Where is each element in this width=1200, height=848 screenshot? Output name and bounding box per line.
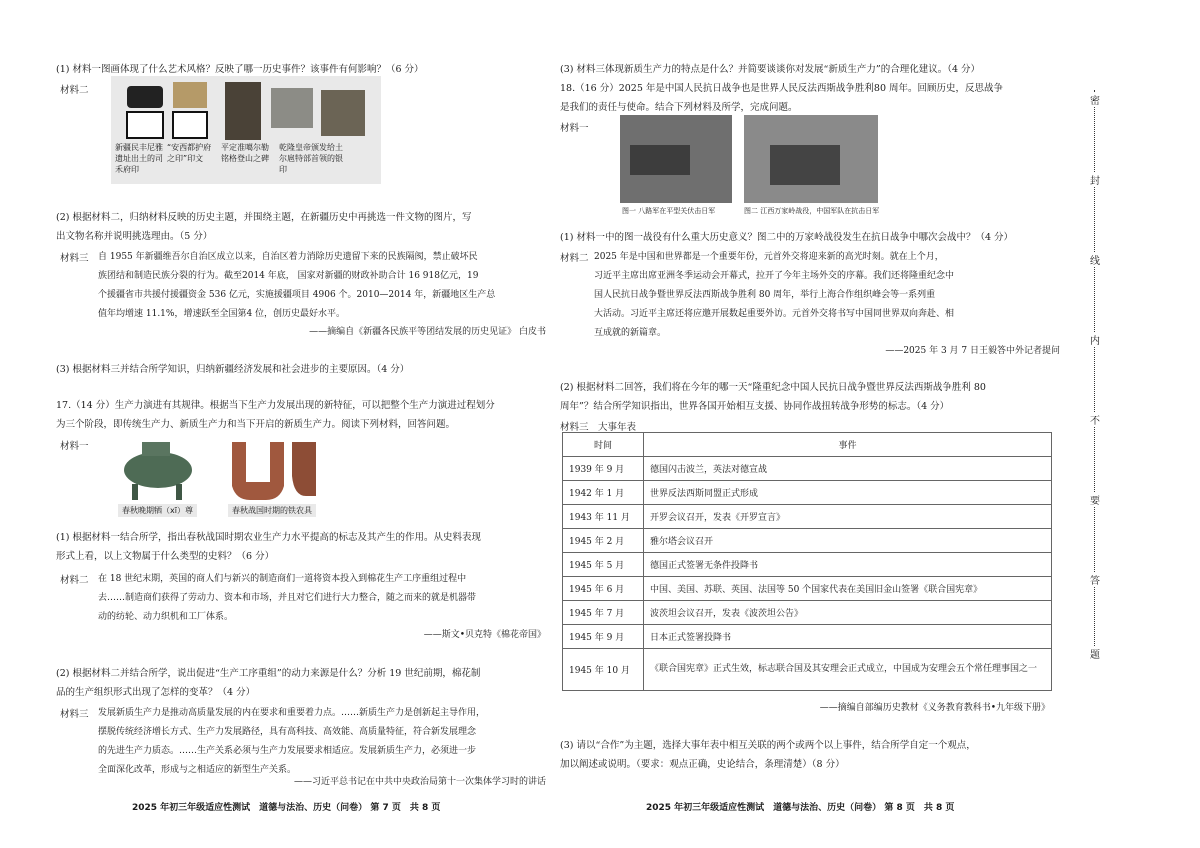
binding-char: 封	[1088, 172, 1102, 187]
caption-3: 平定准噶尔勒铭格登山之碑	[221, 143, 269, 163]
material-3-line-3: 个援疆省市共援付援疆资金 536 亿元，实施援疆项目 4906 个。2010—2014 年，新疆地区生产总	[98, 290, 496, 300]
table-row	[563, 649, 1052, 691]
material-18-2-line-4: 大活动。习近平主席还将应邀开展数起重要外访。元首外交将书写中国同世界双向奔赴、相	[594, 309, 955, 319]
row-event: 德国正式签署无条件投降书	[644, 553, 1052, 577]
material-2-label: 材料二	[60, 85, 89, 96]
row-time: 1945 年 6 月	[563, 577, 644, 601]
material-17-2-line-2: 去……制造商们获得了劳动力、资本和市场，并且对它们进行大力整合，随之而来的就是机器带	[98, 593, 477, 603]
material-18-2-line-3: 国人民抗日战争暨世界反法西斯战争胜利 80 周年，举行上海合作组织峰会等一系列重	[594, 290, 936, 300]
row-time: 1942 年 1 月	[563, 481, 644, 505]
question-17-1-line-2: 形式上看，以上文物属于什么类型的史料？（6 分）	[56, 551, 275, 562]
caption-1: 新疆民丰尼雅遗址出土的司禾府印	[115, 143, 163, 174]
material-18-3-label: 材料三 大事年表	[560, 422, 637, 433]
row-event: 《联合国宪章》正式生效，标志联合国及其安理会正式成立，中国成为安理会五个常任理事国之一	[644, 649, 1052, 691]
material-18-2-source: ——2025 年 3 月 7 日王毅答中外记者提问	[885, 346, 1060, 356]
question-18-3-line-1: (3) 请以“合作”为主题，选择大事年表中相互关联的两个或两个以上事件，结合所学自定一个观点，	[560, 740, 976, 751]
row-time: 1945 年 5 月	[563, 553, 644, 577]
material-17-3-line-1: 发展新质生产力是推动高质量发展的内在要求和重要着力点。……新质生产力是创新起主导作用，	[98, 708, 486, 718]
row-time: 1945 年 2 月	[563, 529, 644, 553]
binding-line	[1088, 90, 1102, 660]
material-18-2-line-5: 互成就的新篇章。	[594, 328, 667, 338]
row-time: 1945 年 10 月	[563, 649, 644, 691]
table-header-row	[563, 433, 1052, 457]
row-event: 德国闪击波兰，英法对德宣战	[644, 457, 1052, 481]
material-3-line-4: 值年均增速 11.1%，增速跃至全国第4 位，创历史最好水平。	[98, 309, 346, 319]
war-photos	[620, 115, 878, 219]
question-16-2-line-2: 出文物名称并说明挑选理由。（5 分）	[56, 231, 213, 242]
question-18-intro-line-1: 18.（16 分）2025 年是中国人民抗日战争也是世界人民反法西斯战争胜利80 周年。回顾历史，反思战争	[560, 83, 1004, 94]
question-16-2-line-1: (2) 根据材料二，归纳材料反映的历史主题，并围绕主题，在新疆历史中再挑选一件文物的图片，写	[56, 212, 472, 223]
material-3-source: ——摘编自《新疆各民族平等团结发展的历史见证》 白皮书	[309, 327, 546, 337]
binding-char: 要	[1088, 492, 1102, 507]
question-17-3: (3) 材料三体现新质生产力的特点是什么？并简要谈谈你对发展“新质生产力”的合理化建议。（4 分）	[560, 64, 981, 75]
question-18-3-line-2: 加以阐述或说明。（要求：观点正确，史论结合，条理清楚）（8 分）	[560, 759, 845, 770]
material-17-3-line-3: 的先进生产力质态。……生产关系必须与生产力发展要求相适应。发展新质生产力，必须进一步	[98, 746, 477, 756]
binding-char: 线	[1088, 252, 1102, 267]
bronze-and-iron-tools-photo	[116, 436, 320, 502]
material-1-image	[112, 436, 324, 520]
material-18-2-line-2: 习近平主席出席亚洲冬季运动会开幕式，拉开了今年主场外交的序幕。我们还将隆重纪念中	[594, 271, 955, 281]
material-18-2-line-1: 2025 年是中国和世界都是一个重要年份，元首外交将迎来新的高光时刻。就在上个月，	[594, 252, 944, 262]
question-17-2-line-1: (2) 根据材料二并结合所学，说出促进“生产工序重组”的动力来源是什么？分析 19 世纪前期，棉花制	[56, 668, 481, 679]
row-event: 日本正式签署投降书	[644, 625, 1052, 649]
caption-iron-tools: 春秋战国时期的铁农具	[228, 504, 316, 517]
caption-figure-2: 图二 江西万家岭战役，中国军队在抗击日军	[744, 207, 880, 215]
binding-char: 题	[1088, 646, 1102, 661]
question-18-2-line-1: (2) 根据材料二回答，我们将在今年的哪一天“隆重纪念中国人民抗日战争暨世界反法西斯战争胜利 80	[560, 382, 986, 393]
page-7-footer: 2025 年初三年级适应性测试 道德与法治、历史（问卷） 第 7 页 共 8 页	[132, 803, 441, 813]
caption-4: 乾隆皇帝颁发给土尔扈特部首领的银印	[279, 143, 343, 174]
battle-photos	[620, 115, 878, 205]
row-event: 中国、美国、苏联、英国、法国等 50 个国家代表在美国旧金山签署《联合国宪章》	[644, 577, 1052, 601]
row-event: 世界反法西斯同盟正式形成	[644, 481, 1052, 505]
page-8-footer: 2025 年初三年级适应性测试 道德与法治、历史（问卷） 第 8 页 共 8 页	[646, 803, 955, 813]
material-3-label: 材料三	[60, 253, 89, 264]
caption-2: “安西都护府之印”印文	[167, 143, 212, 163]
question-18-1: (1) 材料一中的图一战役有什么重大历史意义？图二中的万家岭战役发生在抗日战争中哪次会战中？（4 分）	[560, 232, 1014, 243]
question-16-3: (3) 根据材料三并结合所学知识，归纳新疆经济发展和社会进步的主要原因。（4 分）	[56, 364, 410, 375]
row-time: 1943 年 11 月	[563, 505, 644, 529]
question-18-2-line-2: 周年”？结合所学知识指出，世界各国开始相互支援、协同作战扭转战争形势的标志。（4 分）	[560, 401, 950, 412]
table-row	[563, 601, 1052, 625]
question-17-intro-line-1: 17.（14 分）生产力演进有其规律。根据当下生产力发展出现的新特征，可以把整个生产力演进过程划分	[56, 400, 495, 411]
material-2-image	[111, 76, 381, 184]
table-row	[563, 505, 1052, 529]
material-18-3-source: ——摘编自部编历史教材《义务教育教科书•九年级下册》	[819, 703, 1050, 713]
question-17-intro-line-2: 为三个阶段，即传统生产力、新质生产力和当下开启的新质生产力。阅读下列材料，回答问题。	[56, 419, 456, 430]
material-17-2-label: 材料二	[60, 575, 89, 586]
table-row	[563, 481, 1052, 505]
question-17-2-line-2: 品的生产组织形式出现了怎样的变革？（4 分）	[56, 687, 256, 698]
material-3-line-1: 自 1955 年新疆维吾尔自治区成立以来，自治区着力消除历史遗留下来的民族隔阂，禁止破坏民	[98, 252, 478, 262]
caption-figure-1: 图一 八路军在平型关伏击日军	[622, 207, 716, 215]
header-time: 时间	[563, 433, 644, 457]
material-17-3-line-2: 摆脱传统经济增长方式、生产力发展路径，具有高科技、高效能、高质量特征，符合新发展理念	[98, 727, 477, 737]
header-event: 事件	[644, 433, 1052, 457]
binding-char: 不	[1088, 412, 1102, 427]
material-17-3-source: ——习近平总书记在中共中央政治局第十一次集体学习时的讲话	[293, 777, 546, 787]
table-row	[563, 553, 1052, 577]
question-17-1-line-1: (1) 根据材料一结合所学，指出春秋战国时期农业生产力水平提高的标志及其产生的作用。从史料表现	[56, 532, 481, 543]
material-17-3-line-4: 全面深化改革，形成与之相适应的新型生产关系。	[98, 765, 297, 775]
row-event: 开罗会议召开，发表《开罗宣言》	[644, 505, 1052, 529]
material-1-label: 材料一	[60, 441, 89, 452]
material-17-3-label: 材料三	[60, 709, 89, 720]
material-3-line-2: 族团结和制造民族分裂的行为。截至2014 年底， 国家对新疆的财政补助合计 16 918亿元，19	[98, 271, 479, 281]
events-table	[562, 432, 1052, 691]
material-18-2-label: 材料二	[560, 253, 589, 264]
row-event: 波茨坦会议召开，发表《波茨坦公告》	[644, 601, 1052, 625]
material-17-2-source: ——斯文•贝克特《棉花帝国》	[423, 630, 546, 640]
row-time: 1945 年 9 月	[563, 625, 644, 649]
material-17-2-line-1: 在 18 世纪末期，英国的商人们与新兴的制造商们一道将资本投入到棉花生产工序重组过程中	[98, 574, 467, 584]
material-18-1-label: 材料一	[560, 123, 589, 134]
right-column	[560, 0, 1060, 848]
table-row	[563, 577, 1052, 601]
binding-char: 答	[1088, 572, 1102, 587]
question-18-intro-line-2: 是我们的责任与使命。结合下列材料及所学，完成问题。	[560, 102, 798, 113]
material-17-2-line-3: 动的纺轮、动力织机和工厂体系。	[98, 612, 234, 622]
binding-char: 密	[1088, 92, 1102, 107]
table-row	[563, 457, 1052, 481]
left-column	[56, 0, 546, 848]
artifact-photos	[121, 80, 371, 142]
question-16-1: (1) 材料一图画体现了什么艺术风格？反映了哪一历史事件？该事件有何影响？（6 分）	[56, 64, 424, 75]
caption-bronze-zun: 春秋晚期牺（xī）尊	[118, 504, 197, 517]
table-row	[563, 529, 1052, 553]
binding-char: 内	[1088, 332, 1102, 347]
row-time: 1945 年 7 月	[563, 601, 644, 625]
row-event: 雅尔塔会议召开	[644, 529, 1052, 553]
table-row	[563, 625, 1052, 649]
row-time: 1939 年 9 月	[563, 457, 644, 481]
